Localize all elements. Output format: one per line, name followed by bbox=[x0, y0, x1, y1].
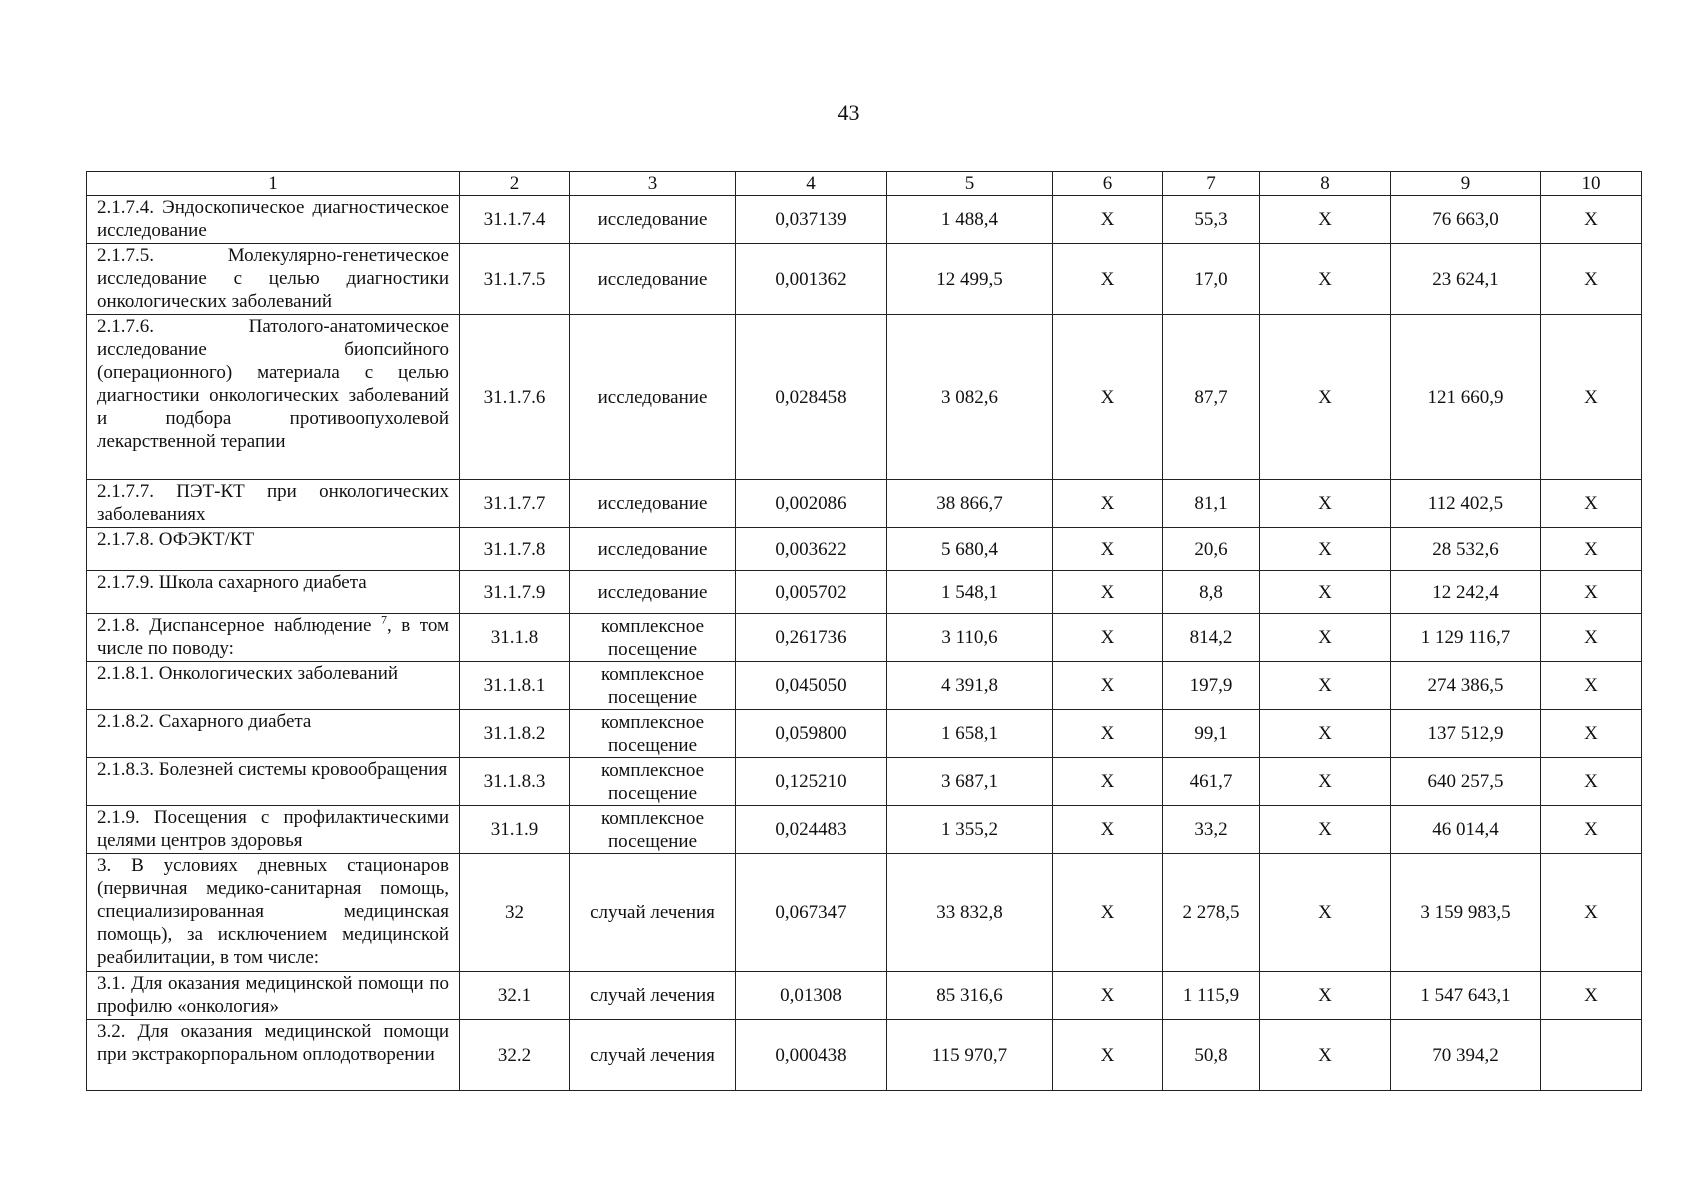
row-cost: 1 548,1 bbox=[887, 571, 1053, 614]
row-name-tail: , в том числе по поводу: bbox=[97, 615, 450, 659]
row-col8: Х bbox=[1260, 614, 1391, 662]
row-name-text: 3.2. Для оказания медицинской помощи при экстракорпоральном оплодотворении bbox=[97, 1021, 449, 1065]
row-col10: Х bbox=[1541, 196, 1642, 244]
row-col10: Х bbox=[1541, 528, 1642, 571]
row-total: 137 512,9 bbox=[1391, 710, 1541, 758]
row-col6: Х bbox=[1053, 758, 1163, 806]
row-code: 32 bbox=[460, 854, 570, 972]
row-name-text: 3.1. Для оказания медицинской помощи по профилю «онкология» bbox=[97, 973, 449, 1017]
row-total: 121 660,9 bbox=[1391, 315, 1541, 480]
row-name bbox=[87, 662, 460, 710]
column-header: 2 bbox=[460, 172, 570, 196]
table-row bbox=[87, 244, 1642, 315]
row-code: 31.1.7.5 bbox=[460, 244, 570, 315]
row-code: 32.1 bbox=[460, 972, 570, 1020]
row-total: 274 386,5 bbox=[1391, 662, 1541, 710]
row-name-text: 2.1.8.2. Сахарного диабета bbox=[97, 711, 312, 732]
row-col7: 17,0 bbox=[1163, 244, 1260, 315]
row-volume: 0,125210 bbox=[736, 758, 887, 806]
table-row bbox=[87, 571, 1642, 614]
row-volume: 0,002086 bbox=[736, 480, 887, 528]
tariff-table bbox=[86, 171, 1642, 1091]
row-name bbox=[87, 528, 460, 571]
row-code: 31.1.7.4 bbox=[460, 196, 570, 244]
row-unit: исследование bbox=[570, 315, 736, 480]
table-row bbox=[87, 196, 1642, 244]
row-col8: Х bbox=[1260, 806, 1391, 854]
row-col7: 33,2 bbox=[1163, 806, 1260, 854]
row-col8: Х bbox=[1260, 528, 1391, 571]
row-code: 31.1.7.6 bbox=[460, 315, 570, 480]
row-name-text: 3. В условиях дневных стационаров (первичная медико-санитарная помощь, специализированная медицинская помощь), за исключением медицинской реабилитации, в том числе: bbox=[97, 855, 449, 968]
table-row bbox=[87, 710, 1642, 758]
column-header: 4 bbox=[736, 172, 887, 196]
row-col10: Х bbox=[1541, 571, 1642, 614]
row-cost: 3 687,1 bbox=[887, 758, 1053, 806]
row-col7: 197,9 bbox=[1163, 662, 1260, 710]
row-cost: 38 866,7 bbox=[887, 480, 1053, 528]
row-col7: 2 278,5 bbox=[1163, 854, 1260, 972]
row-total: 3 159 983,5 bbox=[1391, 854, 1541, 972]
row-col7: 8,8 bbox=[1163, 571, 1260, 614]
row-col10 bbox=[1541, 1020, 1642, 1091]
row-total: 1 547 643,1 bbox=[1391, 972, 1541, 1020]
row-name bbox=[87, 758, 460, 806]
row-col7: 55,3 bbox=[1163, 196, 1260, 244]
row-name bbox=[87, 571, 460, 614]
row-col7: 99,1 bbox=[1163, 710, 1260, 758]
row-name bbox=[87, 1020, 460, 1091]
row-unit: исследование bbox=[570, 571, 736, 614]
row-col8: Х bbox=[1260, 854, 1391, 972]
row-col6: Х bbox=[1053, 972, 1163, 1020]
row-volume: 0,037139 bbox=[736, 196, 887, 244]
row-total: 46 014,4 bbox=[1391, 806, 1541, 854]
row-col8: Х bbox=[1260, 480, 1391, 528]
table-row bbox=[87, 315, 1642, 480]
row-unit: исследование bbox=[570, 196, 736, 244]
row-col10: Х bbox=[1541, 972, 1642, 1020]
row-col8: Х bbox=[1260, 972, 1391, 1020]
row-name bbox=[87, 480, 460, 528]
row-volume: 0,003622 bbox=[736, 528, 887, 571]
row-name-text: 2.1.7.4. Эндоскопическое диагностическое исследование bbox=[97, 197, 449, 241]
row-name-text: 2.1.8.1. Онкологических заболеваний bbox=[97, 663, 399, 684]
row-name-text: 2.1.7.5. Молекулярно-генетическое исследование с целью диагностики онкологических заболеваний bbox=[97, 245, 449, 312]
row-total: 1 129 116,7 bbox=[1391, 614, 1541, 662]
row-col10: Х bbox=[1541, 758, 1642, 806]
row-volume: 0,067347 bbox=[736, 854, 887, 972]
row-volume: 0,000438 bbox=[736, 1020, 887, 1091]
row-unit: комплексное посещение bbox=[570, 710, 736, 758]
row-name bbox=[87, 614, 460, 662]
row-col6: Х bbox=[1053, 480, 1163, 528]
row-volume: 0,059800 bbox=[736, 710, 887, 758]
row-code: 31.1.7.8 bbox=[460, 528, 570, 571]
row-col6: Х bbox=[1053, 196, 1163, 244]
row-col8: Х bbox=[1260, 662, 1391, 710]
row-code: 32.2 bbox=[460, 1020, 570, 1091]
column-header: 7 bbox=[1163, 172, 1260, 196]
row-cost: 33 832,8 bbox=[887, 854, 1053, 972]
row-cost: 3 110,6 bbox=[887, 614, 1053, 662]
row-cost: 1 658,1 bbox=[887, 710, 1053, 758]
row-col7: 20,6 bbox=[1163, 528, 1260, 571]
row-col8: Х bbox=[1260, 758, 1391, 806]
row-col8: Х bbox=[1260, 1020, 1391, 1091]
row-total: 70 394,2 bbox=[1391, 1020, 1541, 1091]
row-col6: Х bbox=[1053, 315, 1163, 480]
row-volume: 0,028458 bbox=[736, 315, 887, 480]
row-code: 31.1.9 bbox=[460, 806, 570, 854]
row-col6: Х bbox=[1053, 244, 1163, 315]
page-number: 43 bbox=[837, 100, 860, 125]
row-code: 31.1.7.7 bbox=[460, 480, 570, 528]
row-cost: 4 391,8 bbox=[887, 662, 1053, 710]
row-col6: Х bbox=[1053, 806, 1163, 854]
column-header: 8 bbox=[1260, 172, 1391, 196]
row-col7: 814,2 bbox=[1163, 614, 1260, 662]
row-code: 31.1.8.3 bbox=[460, 758, 570, 806]
table-row bbox=[87, 614, 1642, 662]
row-volume: 0,001362 bbox=[736, 244, 887, 315]
row-col7: 87,7 bbox=[1163, 315, 1260, 480]
row-col6: Х bbox=[1053, 571, 1163, 614]
row-name bbox=[87, 710, 460, 758]
column-header: 3 bbox=[570, 172, 736, 196]
row-col6: Х bbox=[1053, 854, 1163, 972]
row-volume: 0,045050 bbox=[736, 662, 887, 710]
row-code: 31.1.8.2 bbox=[460, 710, 570, 758]
row-unit: комплексное посещение bbox=[570, 662, 736, 710]
row-col8: Х bbox=[1260, 315, 1391, 480]
row-name bbox=[87, 806, 460, 854]
row-name-text: 2.1.8.3. Болезней системы кровообращения bbox=[97, 759, 448, 780]
row-col6: Х bbox=[1053, 662, 1163, 710]
row-col10: Х bbox=[1541, 806, 1642, 854]
row-name bbox=[87, 972, 460, 1020]
row-name-text: 2.1.7.9. Школа сахарного диабета bbox=[97, 572, 367, 593]
row-cost: 12 499,5 bbox=[887, 244, 1053, 315]
row-unit: исследование bbox=[570, 480, 736, 528]
row-unit: случай лечения bbox=[570, 1020, 736, 1091]
row-unit: комплексное посещение bbox=[570, 806, 736, 854]
row-total: 28 532,6 bbox=[1391, 528, 1541, 571]
row-unit: исследование bbox=[570, 244, 736, 315]
row-col10: Х bbox=[1541, 614, 1642, 662]
row-cost: 85 316,6 bbox=[887, 972, 1053, 1020]
row-col7: 1 115,9 bbox=[1163, 972, 1260, 1020]
row-name-text: 2.1.8. Диспансерное наблюдение bbox=[97, 615, 372, 636]
row-name bbox=[87, 196, 460, 244]
row-total: 12 242,4 bbox=[1391, 571, 1541, 614]
table-row bbox=[87, 480, 1642, 528]
table-row bbox=[87, 662, 1642, 710]
row-col10: Х bbox=[1541, 315, 1642, 480]
column-header: 6 bbox=[1053, 172, 1163, 196]
table-row bbox=[87, 528, 1642, 571]
row-name-text: 2.1.7.6. Патолого-анатомическое исследование биопсийного (операционного) материала с целью диагностики онкологических заболеваний и подбора противоопухолевой лекарственной терапии bbox=[97, 316, 449, 452]
row-name-text: 2.1.9. Посещения с профилактическими целями центров здоровья bbox=[97, 807, 449, 851]
column-header: 1 bbox=[87, 172, 460, 196]
row-cost: 1 355,2 bbox=[887, 806, 1053, 854]
row-col7: 50,8 bbox=[1163, 1020, 1260, 1091]
column-header: 10 bbox=[1541, 172, 1642, 196]
row-unit: случай лечения bbox=[570, 972, 736, 1020]
row-cost: 1 488,4 bbox=[887, 196, 1053, 244]
row-name bbox=[87, 244, 460, 315]
table-row bbox=[87, 1020, 1642, 1091]
row-col7: 81,1 bbox=[1163, 480, 1260, 528]
row-col6: Х bbox=[1053, 528, 1163, 571]
row-code: 31.1.8 bbox=[460, 614, 570, 662]
row-col8: Х bbox=[1260, 244, 1391, 315]
row-col8: Х bbox=[1260, 710, 1391, 758]
row-col10: Х bbox=[1541, 244, 1642, 315]
row-col7: 461,7 bbox=[1163, 758, 1260, 806]
row-name-text: 2.1.7.7. ПЭТ-КТ при онкологических заболеваниях bbox=[97, 481, 449, 525]
table-row bbox=[87, 854, 1642, 972]
row-total: 640 257,5 bbox=[1391, 758, 1541, 806]
row-cost: 5 680,4 bbox=[887, 528, 1053, 571]
table-row bbox=[87, 972, 1642, 1020]
column-header: 5 bbox=[887, 172, 1053, 196]
row-col10: Х bbox=[1541, 480, 1642, 528]
row-col8: Х bbox=[1260, 571, 1391, 614]
row-code: 31.1.8.1 bbox=[460, 662, 570, 710]
row-cost: 115 970,7 bbox=[887, 1020, 1053, 1091]
column-header: 9 bbox=[1391, 172, 1541, 196]
row-col10: Х bbox=[1541, 662, 1642, 710]
row-total: 76 663,0 bbox=[1391, 196, 1541, 244]
row-total: 23 624,1 bbox=[1391, 244, 1541, 315]
row-col6: Х bbox=[1053, 710, 1163, 758]
row-code: 31.1.7.9 bbox=[460, 571, 570, 614]
row-name bbox=[87, 315, 460, 480]
row-volume: 0,261736 bbox=[736, 614, 887, 662]
table-header-row bbox=[87, 172, 1642, 196]
row-unit: комплексное посещение bbox=[570, 614, 736, 662]
row-col8: Х bbox=[1260, 196, 1391, 244]
row-col10: Х bbox=[1541, 710, 1642, 758]
row-volume: 0,024483 bbox=[736, 806, 887, 854]
row-total: 112 402,5 bbox=[1391, 480, 1541, 528]
table-row bbox=[87, 758, 1642, 806]
row-volume: 0,005702 bbox=[736, 571, 887, 614]
row-unit: комплексное посещение bbox=[570, 758, 736, 806]
row-col6: Х bbox=[1053, 614, 1163, 662]
row-name bbox=[87, 854, 460, 972]
row-unit: случай лечения bbox=[570, 854, 736, 972]
row-unit: исследование bbox=[570, 528, 736, 571]
table-body bbox=[87, 196, 1642, 1091]
row-name-text: 2.1.7.8. ОФЭКТ/КТ bbox=[97, 529, 255, 550]
row-col6: Х bbox=[1053, 1020, 1163, 1091]
row-volume: 0,01308 bbox=[736, 972, 887, 1020]
footnote-marker: 7 bbox=[381, 613, 388, 627]
table-row bbox=[87, 806, 1642, 854]
row-col10: Х bbox=[1541, 854, 1642, 972]
row-cost: 3 082,6 bbox=[887, 315, 1053, 480]
